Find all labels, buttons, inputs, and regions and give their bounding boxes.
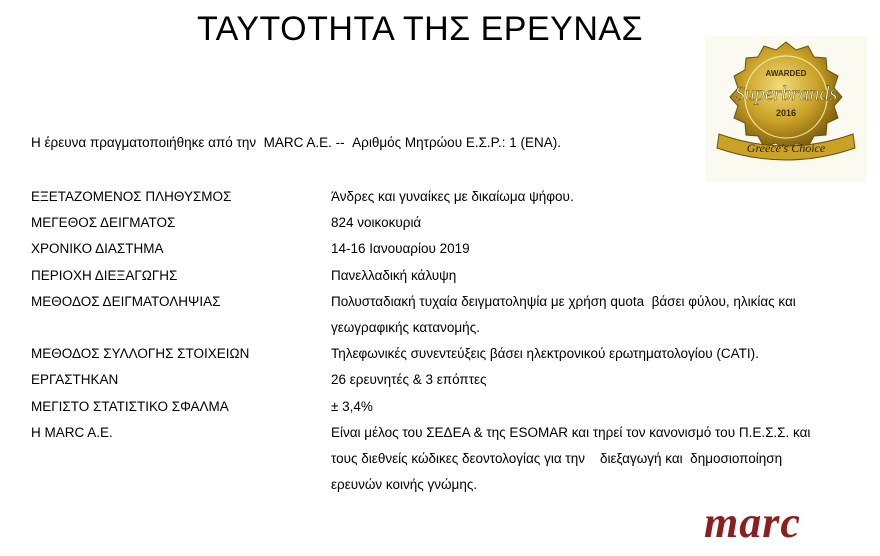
detail-label: ΕΡΓΑΣΤΗΚΑΝ [31,372,119,388]
detail-row [31,210,876,236]
detail-value: 26 ερευνητές & 3 επόπτες [331,372,487,388]
detail-row [31,184,876,210]
detail-label: ΧΡΟΝΙΚΟ ΔΙΑΣΤΗΜΑ [31,241,164,257]
detail-label: ΠΕΡΙΟΧΗ ΔΙΕΞΑΓΩΓΗΣ [31,267,178,283]
detail-value: 14-16 Ιανουαρίου 2019 [331,241,470,257]
superbrands-seal-icon [705,36,867,182]
detail-label: ΜΕΓΕΘΟΣ ΔΕΙΓΜΑΤΟΣ [31,215,176,231]
detail-label: ΕΞΕΤΑΖΟΜΕΝΟΣ ΠΛΗΘΥΣΜΟΣ [31,189,232,204]
detail-value: Πανελλαδική κάλυψη [331,267,457,283]
badge-brand: Superbrands [734,83,838,105]
detail-value: Άνδρες και γυναίκες με δικαίωμα ψήφου. [331,189,574,204]
detail-value: Πολυσταδιακή τυχαία δειγματοληψία με χρήση quota βάσει φύλου, ηλικίας και γεωγραφικής κατανομής. [331,293,796,336]
detail-value: 824 νοικοκυριά [331,215,422,231]
detail-row [31,394,876,420]
marc-logo-text: marc [704,498,801,547]
detail-row [31,367,876,393]
detail-row [31,289,876,341]
detail-label: ΜΕΓΙΣΤΟ ΣΤΑΤΙΣΤΙΚΟ ΣΦΑΛΜΑ [31,398,229,414]
marc-logo-icon [700,497,860,549]
intro-text: Η έρευνα πραγματοποιήθηκε από την MARC A.E. -- Αριθμός Μητρώου Ε.Σ.Ρ.: 1 (ΕΝΑ). [31,135,561,150]
detail-row [31,341,876,367]
detail-row [31,236,876,262]
superbrands-badge [705,36,867,182]
badge-ribbon: Greece's Choice [746,141,826,155]
badge-year: 2016 [775,108,797,118]
marc-logo [700,497,860,549]
detail-value: Είναι μέλος του ΣΕΔΕΑ & της ESOMAR και τηρεί τον κανονισμό του Π.Ε.Σ.Σ. και τους διεθνείς κώδικες δεοντολογίας για την διεξαγωγή και δημοσιοποίηση ερευνών κοινής γνώμης. [331,424,811,493]
detail-label: Η MARC A.E. [31,424,113,440]
detail-row [31,263,876,289]
detail-value: Τηλεφωνικές συνεντεύξεις βάσει ηλεκτρονικού ερωτηματολογίου (CATI). [331,346,759,362]
detail-label: ΜΕΘΟΔΟΣ ΔΕΙΓΜΑΤΟΛΗΨΙΑΣ [31,293,221,309]
badge-top-text: AWARDED [765,69,807,78]
page-title: ΤΑΥΤΟΤΗΤΑ ΤΗΣ ΕΡΕΥΝΑΣ [196,10,644,48]
detail-label: ΜΕΘΟΔΟΣ ΣΥΛΛΟΓΗΣ ΣΤΟΙΧΕΙΩΝ [31,346,250,362]
detail-row [31,420,876,499]
survey-details [31,184,876,498]
detail-value: ± 3,4% [331,398,373,414]
